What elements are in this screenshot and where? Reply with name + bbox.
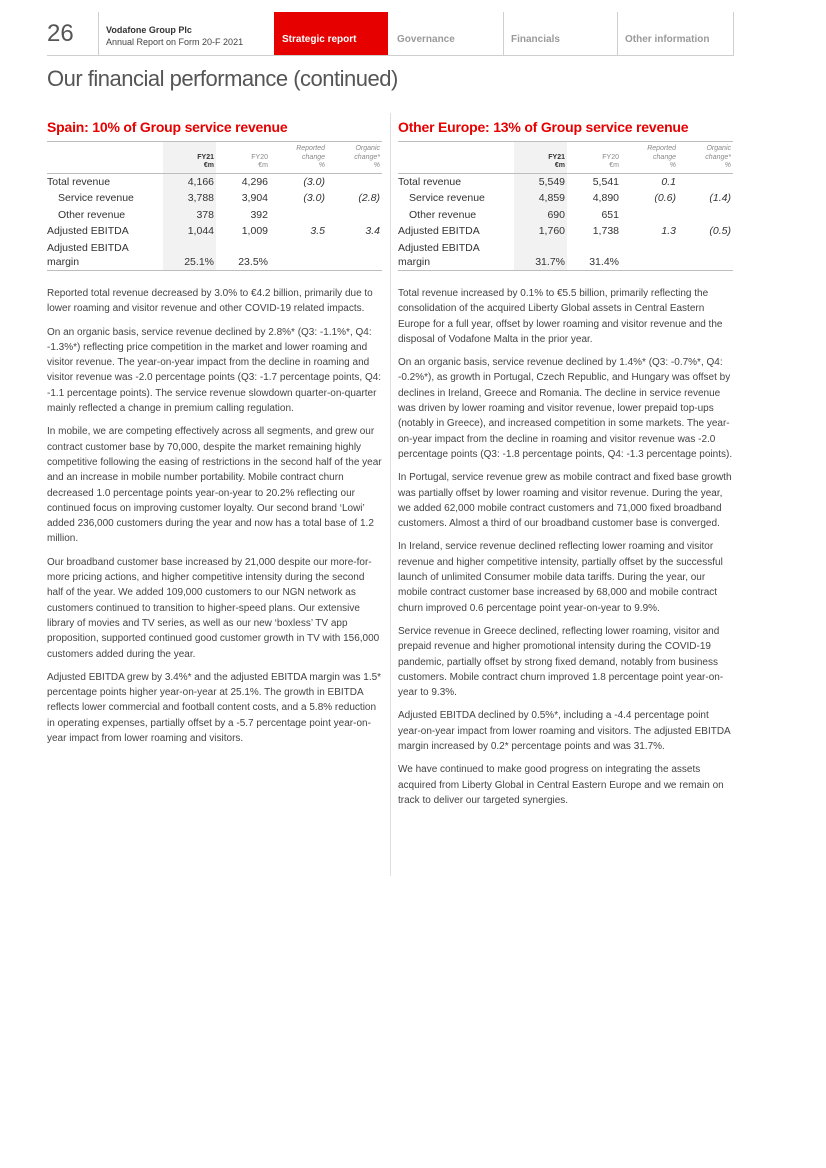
paragraph: On an organic basis, service revenue declined by 2.8%* (Q3: -1.1%*, Q4: -1.3%*) reflecting price competition in the market and lower roaming and visitor revenue. The year-on-year impact from the decline in roaming and visitor revenue was -2.0 percentage points (Q3: -1.7 percentage points, Q4: -1.1 percentage points). The service revenue slowdown quarter-on-quarter mainly reflected a change in premium calling regulation. xyxy=(47,326,382,415)
tab-divider xyxy=(733,12,734,55)
col-fy20: FY20 €m xyxy=(602,153,619,169)
table-row: Adjusted EBITDA margin 31.7% 31.4% xyxy=(398,240,733,271)
company-name: Vodafone Group Plc xyxy=(106,25,192,35)
other-europe-table xyxy=(398,141,733,271)
table-row: Other revenue 690 651 xyxy=(398,207,733,224)
table-row: Total revenue 5,549 5,541 0.1 xyxy=(398,173,733,190)
table-row: Adjusted EBITDA margin 25.1% 23.5% xyxy=(47,240,382,271)
tab-governance[interactable]: Governance xyxy=(397,34,455,45)
col-fy21: FY21 €m xyxy=(163,142,216,174)
page-title: Our financial performance (continued) xyxy=(47,66,398,91)
page-number: 26 xyxy=(47,20,74,47)
column-divider xyxy=(390,113,391,876)
col-reported-change: Reported change % xyxy=(647,145,676,169)
col-reported-change: Reported change % xyxy=(296,145,325,169)
tab-strategic-report[interactable]: Strategic report xyxy=(274,12,388,55)
header-divider xyxy=(98,12,99,55)
report-name: Annual Report on Form 20-F 2021 xyxy=(106,37,244,47)
paragraph: We have continued to make good progress on integrating the assets acquired from Liberty Global in Central Eastern Europe and we remain on track to deliver our targeted synergies. xyxy=(398,764,724,806)
paragraph: In mobile, we are competing effectively across all segments, and grew our contract customer base by 70,000, despite the market remaining highly competitive following the easing of restrictions in the second half of the year and an increase in mobile number portability. Mobile contract churn decreased 1.0 percentage points year-on-year to 20.2% reflecting our continued focus on improving customer loyalty. Our second brand ‘Lowi’ added 236,000 customers during the year and now has a total base of 1.2 million. xyxy=(47,426,382,545)
col-fy20: FY20 €m xyxy=(251,153,268,169)
spain-body xyxy=(47,286,383,754)
paragraph: On an organic basis, service revenue declined by 1.4%* (Q3: -0.7%*, Q4: -0.2%*), as growth in Portugal, Czech Republic, and Hungary was offset by declines in Ireland, Greece and Romania. The decline in service revenue was driven by lower roaming and visitor revenue, lower prepaid top-ups (notably in Greece), and increased competition in some markets. The year-on-year impact from the decline in roaming and visitor revenue was -2.0 percentage points (Q3: -1.8 percentage points, Q4: -1.3 percentage points). xyxy=(398,357,733,460)
paragraph: In Ireland, service revenue declined reflecting lower roaming and visitor revenue and higher competitive intensity, partially offset by the successful launch of unlimited Consumer mobile data tariffs. During the year, our mobile contract customer base increased by 68,000 and mobile contract churn improved 0.6 percentage point year-on-year to 9.9%. xyxy=(398,541,723,614)
spain-title: Spain: 10% of Group service revenue xyxy=(47,119,288,135)
col-organic-change: Organic change* % xyxy=(354,145,380,169)
paragraph: Total revenue increased by 0.1% to €5.5 billion, primarily reflecting the consolidation of the acquired Liberty Global assets in Central Eastern Europe for a full year, offset by lower roaming and visitor revenue and the disposal of Vodafone Malta in the prior year. xyxy=(398,288,723,345)
table-row: Total revenue 4,166 4,296 (3.0) xyxy=(47,173,382,190)
paragraph: Adjusted EBITDA grew by 3.4%* and the adjusted EBITDA margin was 1.5* percentage points higher year-on-year at 25.1%. The growth in EBITDA reflects lower commercial and football content costs, and a 5.8% reduction in operating expenses, partially offset by a -5.7 percentage point year-on-year impact from lower roaming and visitors. xyxy=(47,671,382,745)
other-europe-title: Other Europe: 13% of Group service revenue xyxy=(398,119,689,135)
tab-other-information[interactable]: Other information xyxy=(625,34,710,45)
paragraph: Our broadband customer base increased by 21,000 despite our more-for-more pricing actions, and higher competitive intensity during the second half of the year. We added 109,000 customers to our NGN network as customers continued to transition to higher-speed plans. Our extensive library of movies and TV series, as well as our new ‘boxless’ TV app proposition, supported continued good customer growth in TV with 156,000 customers added during the year. xyxy=(47,556,380,660)
paragraph: Reported total revenue decreased by 3.0% to €4.2 billion, primarily due to lower roaming and visitor revenue and other COVID-19 related impacts. xyxy=(47,288,373,315)
table-row: Adjusted EBITDA 1,760 1,738 1.3 (0.5) xyxy=(398,223,733,240)
col-fy21: FY21 €m xyxy=(514,142,567,174)
paragraph: Service revenue in Greece declined, reflecting lower roaming, visitor and prepaid revenue and higher promotional intensity during the COVID-19 pandemic, partially offset by strong fixed demand, notably from business customers. Mobile contract churn improved 1.8 percentage point year-on-year to 9.3%. xyxy=(398,625,724,699)
other-europe-body xyxy=(398,286,734,816)
spain-table xyxy=(47,141,382,271)
paragraph: Adjusted EBITDA declined by 0.5%*, including a -4.4 percentage point year-on-year impact from lower roaming and visitors. The adjusted EBITDA margin increased by 0.2* percentage points and was 31.7%. xyxy=(398,710,731,753)
table-row: Adjusted EBITDA 1,044 1,009 3.5 3.4 xyxy=(47,223,382,240)
col-organic-change: Organic change* % xyxy=(705,145,731,169)
header-rule xyxy=(47,55,734,56)
table-row: Service revenue 3,788 3,904 (3.0) (2.8) xyxy=(47,190,382,207)
tab-financials[interactable]: Financials xyxy=(511,34,560,45)
paragraph: In Portugal, service revenue grew as mobile contract and fixed base growth was partially offset by lower roaming and visitor revenue. During the year, we added 62,000 mobile contract customers and 71,000 fixed broadband customers. Almost a third of our broadband customer base is converged. xyxy=(398,472,732,530)
company-info xyxy=(106,24,243,48)
table-row: Service revenue 4,859 4,890 (0.6) (1.4) xyxy=(398,190,733,207)
table-row: Other revenue 378 392 xyxy=(47,207,382,224)
